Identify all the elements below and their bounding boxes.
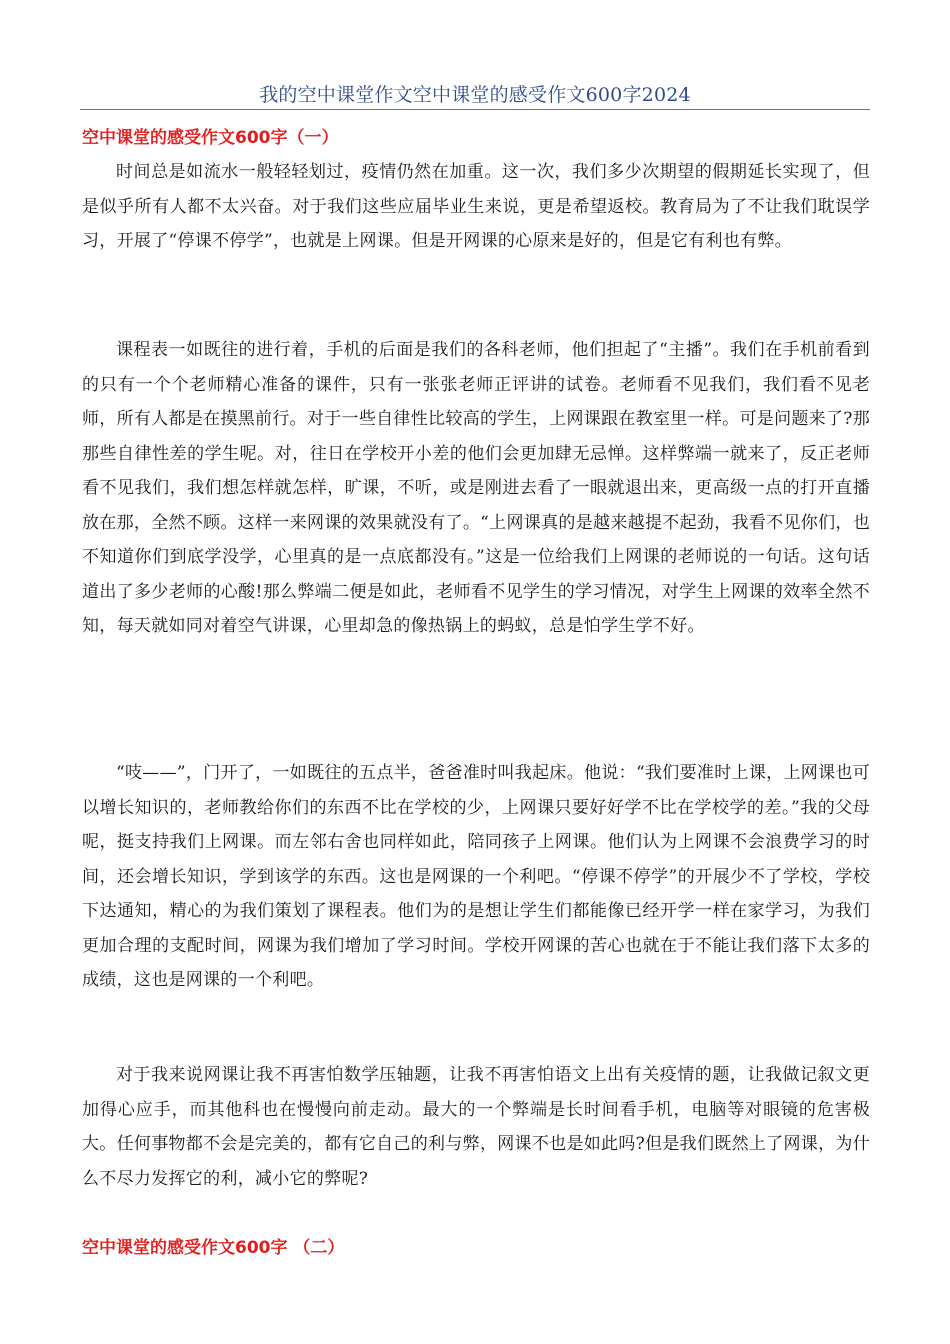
body-paragraph-3: “吱——”，门开了，一如既往的五点半，爸爸准时叫我起床。他说：“我们要准时上课，上网课也可以增长知识的，老师教给你们的东西不比在学校的少，上网课只要好好学不比在学校学的差。”我的父母呢，挺支持我们上网课。而左邻右舍也同样如此，陪同孩子上网课。他们认为上网课不会浪费学习的时间，还会增长知识，学到该学的东西。这也是网课的一个利吧。“停课不停学”的开展少不了学校，学校下达通知，精心的为我们策划了课程表。他们为的是想让学生们都能像已经开学一样在家学习，为我们更加合理的支配时间，网课为我们增加了学习时间。学校开网课的苦心也就在于不能让我们落下太多的成绩，这也是网课的一个利吧。 xyxy=(82,763,870,990)
body-paragraph-2: 课程表一如既往的进行着，手机的后面是我们的各科老师，他们担起了“主播”。我们在手机前看到的只有一个个老师精心准备的课件，只有一张张老师正评讲的试卷。老师看不见我们，我们看不见老师，所有人都是在摸黑前行。对于一些自律性比较高的学生，上网课跟在教室里一样。可是问题来了?那那些自律性差的学生呢。对，往日在学校开小差的他们会更加肆无忌惮。这样弊端一就来了，反正老师看不见我们，我们想怎样就怎样，旷课，不听，或是刚进去看了一眼就退出来，更高级一点的打开直播放在那，全然不顾。这样一来网课的效果就没有了。“上网课真的是越来越提不起劲，我看不见你们，也不知道你们到底学没学，心里真的是一点底都没有。”这是一位给我们上网课的老师说的一句话。这句话道出了多少老师的心酸!那么弊端二便是如此，老师看不见学生的学习情况，对学生上网课的效率全然不知，每天就如同对着空气讲课，心里却急的像热锅上的蚂蚁，总是怕学生学不好。 xyxy=(82,340,870,636)
page-header-title: 我的空中课堂作文空中课堂的感受作文600字2024 xyxy=(259,84,691,106)
body-paragraph-1: 时间总是如流水一般轻轻划过，疫情仍然在加重。这一次，我们多少次期望的假期延长实现了，但是似乎所有人都不太兴奋。对于我们这些应届毕业生来说，更是希望返校。教育局为了不让我们耽误学习，开展了“停课不停学”，也就是上网课。但是开网课的心原来是好的，但是它有利也有弊。 xyxy=(82,162,870,251)
section-heading-1: 空中课堂的感受作文600字（一） xyxy=(82,128,339,148)
section-heading-2: 空中课堂的感受作文600字 （二） xyxy=(82,1238,345,1258)
header-divider xyxy=(80,109,870,110)
body-paragraph-4: 对于我来说网课让我不再害怕数学压轴题，让我不再害怕语文上出有关疫情的题，让我做记叙文更加得心应手，而其他科也在慢慢向前走动。最大的一个弊端是长时间看手机，电脑等对眼镜的危害极大。任何事物都不会是完美的，都有它自己的利与弊，网课不也是如此吗?但是我们既然上了网课，为什么不尽力发挥它的利，减小它的弊呢? xyxy=(82,1065,870,1189)
